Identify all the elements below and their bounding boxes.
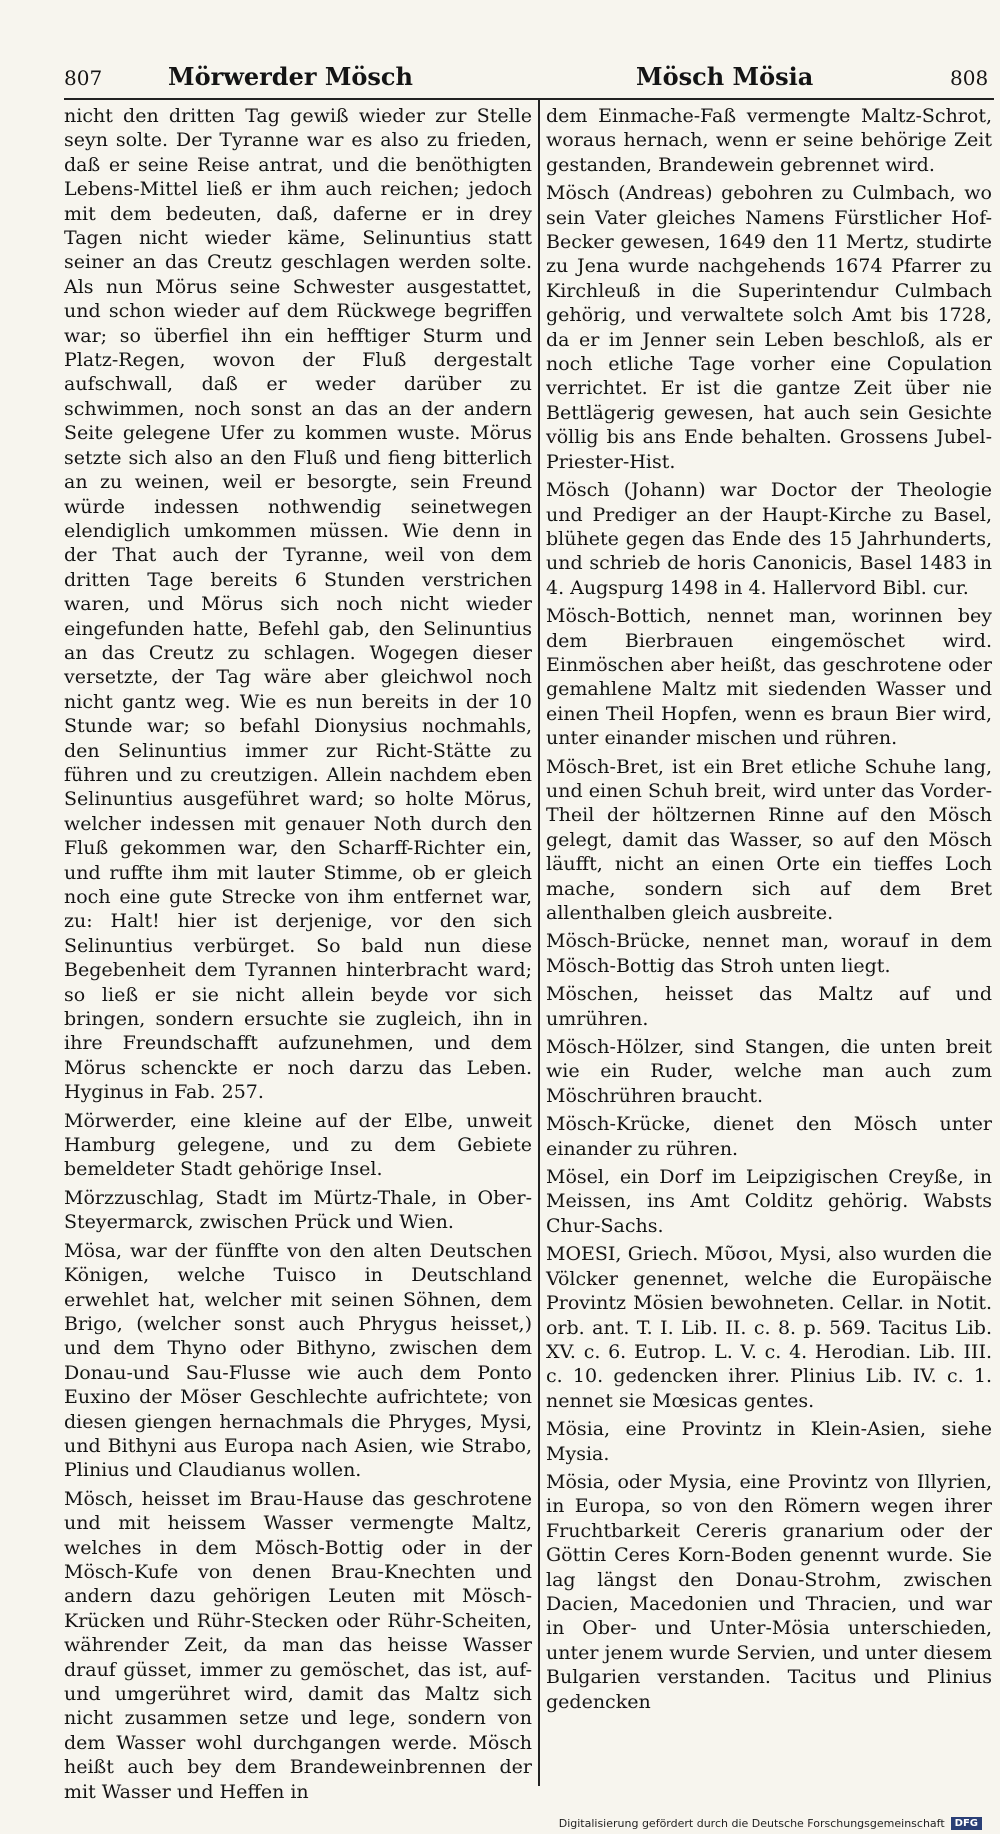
entry-moerzzuschlag: Mörzzuschlag, Stadt im Mürtz-Thale, in Ober-Steyermarck, zwischen Prück und Wien. — [64, 1186, 532, 1234]
entry-moesa: Mösa, war der fünffte von den alten Deutschen Königen, welche Tuisco in Deutschland erwehlet hat, welcher mit seinen Söhnen, dem Brigo, (welcher sonst auch Phrygus heisset,) und dem Thyno oder Bithyno, zwischen dem Donau-und Sau-Flusse wie auch dem Ponto Euxino der Möser Geschlechte aufrichtete; von diesen giengen hernachmals die Phryges, Mysi, und Bithyni aus Europa nach Asien, wie Strabo, Plinius und Claudianus wollen. — [64, 1239, 532, 1482]
right-column — [546, 104, 992, 1786]
entry-paragraph: nicht den dritten Tag gewiß wieder zur Stelle seyn solte. Der Tyranne war es also zu frieden, daß er seine Reise antrat, und die benöthigten Lebens-Mittel ließ er ihm auch reichen; jedoch mit dem bedeuten, daß, daferne er in drey Tagen nicht wieder käme, Selinuntius statt seiner an das Creutz geschlagen werden solte. Als nun Mörus seine Schwester ausgestattet, und schon wieder auf dem Rückwege begriffen war; so überfiel ihn ein hefftiger Sturm und Platz-Regen, wovon der Fluß dergestalt aufschwall, daß er weder darüber zu schwimmen, noch sonst an das an der andern Seite gelegene Ufer zu kommen wuste. Mörus setzte sich also an den Fluß und fieng bitterlich an zu weinen, weil er besorgte, sein Freund würde indessen nothwendig seinetwegen elendiglich umkommen müssen. Wie denn in der That auch der Tyranne, weil von dem dritten Tage bereits 6 Stunden verstrichen waren, und Mörus sich noch nicht wieder eingefunden hatte, Befehl gab, den Selinuntius an das Creutz zu schlagen. Wogegen dieser versetzte, der Tag wäre aber gleichwol noch nicht gantz weg. Wie es nun bereits in der 10 Stunde war; so befahl Dionysius nochmahls, den Selinuntius immer zur Richt-Stätte zu führen und zu creutzigen. Allein nachdem eben Selinuntius ausgeführet ward; so holte Mörus, welcher indessen mit genauer Noth durch den Fluß gekommen war, den Scharff-Richter ein, und ruffte ihm mit lauter Stimme, ob er gleich noch eine gute Strecke von ihm entfernet war, zu: Halt! hier ist derjenige, vor den sich Selinuntius verbürget. So bald nun diese Begebenheit dem Tyrannen hinterbracht ward; so ließ er sie nicht allein beyde vor sich bringen, sondern ersuchte sie zugleich, ihn in ihre Freundschafft aufzunehmen, und dem Mörus schenckte er noch darzu das Leben. Hyginus in Fab. 257. — [64, 105, 532, 1104]
entry-moesia-asia: Mösia, eine Provintz in Klein-Asien, siehe Mysia. — [546, 1418, 992, 1465]
running-head-right: Mösch Mösia — [636, 62, 814, 91]
entry-moesi: MOESI, Griech. Μῦσοι, Mysi, also wurden die Völcker genennet, welche die Europäische Provintz Mösien bewohneten. Cellar. in Notit. orb. ant. T. I. Lib. II. c. 8. p. 569. Tacitus Lib. XV. c. 6. Eutrop. L. V. c. 4. Herodian. Lib. III. c. 10. gedencken ihrer. Plinius Lib. IV. c. 1. nennet sie Mœsicas gentes. — [546, 1243, 992, 1412]
entry-moesch-andreas: Mösch (Andreas) gebohren zu Culmbach, wo sein Vater gleiches Namens Fürstlicher Hof-Becker gewesen, 1649 den 11 Mertz, studirte zu Jena wurde nachgehends 1674 Pfarrer zu Kirchleuß in die Superintendur Culmbach gehörig, und verwaltete solch Amt bis 1728, da er im Jenner sein Leben beschloß, als er noch etliche Tage vorher eine Copulation verrichtet. Er ist die gantze Zeit über nie Bettlägerig gewesen, hat auch sein Gesichte völlig bis ans Ende behalten. Grossens Jubel-Priester-Hist. — [546, 182, 992, 473]
column-divider — [538, 98, 540, 1786]
entry-moesia-europa: Mösia, oder Mysia, eine Provintz von Illyrien, in Europa, so von den Römern wegen ihrer Fruchtbarkeit Cereris granarium oder der Göttin Ceres Korn-Boden genennt wurde. Sie lag längst den Donau-Strohm, zwischen Dacien, Macedonien und Thracien, und war in Ober- und Unter-Mösia unterschieden, unter jenem wurde Servien, und unter diesem Bulgarien verstanden. Tacitus und Plinius gedencken — [546, 1470, 992, 1713]
entry-moesch-bret: Mösch-Bret, ist ein Bret etliche Schuhe lang, und einen Schuh breit, wird unter das Vorder-Theil der höltzernen Rinne auf den Mösch gelegt, damit das Wasser, so auf den Mösch läufft, nicht an einen Orte ein tieffes Loch mache, sondern sich auf dem Bret allenthalben gleich ausbreite. — [546, 755, 992, 924]
entry-moesel: Mösel, ein Dorf im Leipzigischen Creyße, in Meissen, ins Amt Colditz gehörig. Wabsts Chur-Sachs. — [546, 1166, 992, 1237]
entry-moerwerder: Mörwerder, eine kleine auf der Elbe, unweit Hamburg gelegene, und zu dem Gebiete bemeldeter Stadt gehörige Insel. — [64, 1109, 532, 1181]
entry-moesch: Mösch, heisset im Brau-Hause das geschrotene und mit heissem Wasser vermengte Maltz, welches in dem Mösch-Bottig oder in der Mösch-Kufe von denen Brau-Knechten und andern dazu gehörigen Leuten mit Mösch-Krücken und Rühr-Stecken oder Rühr-Scheiten, währender Zeit, da man das heisse Wasser drauf güsset, immer zu gemöschet, das ist, auf- und umgerühret wird, damit das Maltz sich nicht zusammen setze und lege, sondern von dem Wasser wohl durchgangen werde. Mösch heißt auch bey dem Brandeweinbrennen der mit Wasser und Heffen in — [64, 1487, 532, 1803]
entry-moeschen: Möschen, heisset das Maltz auf und umrühren. — [546, 983, 992, 1030]
left-column — [64, 104, 532, 1803]
dfg-logo: DFG — [951, 1817, 982, 1830]
page-number-right: 808 — [950, 66, 989, 90]
entry-moesch-kruecke: Mösch-Krücke, dienet den Mösch unter einander zu rühren. — [546, 1113, 992, 1160]
entry-moesch-bruecke: Mösch-Brücke, nennet man, worauf in dem Mösch-Bottig das Stroh unten liegt. — [546, 930, 992, 977]
entry-moesch-hoelzer: Mösch-Hölzer, sind Stangen, die unten breit wie ein Ruder, welche man auch zum Möschrühren braucht. — [546, 1036, 992, 1107]
page-number-left: 807 — [64, 66, 103, 90]
entry-continuation: dem Einmache-Faß vermengte Maltz-Schrot, woraus hernach, wenn er seine behörige Zeit gestanden, Brandewein gebrennet wird. — [546, 105, 992, 176]
footer-text: Digitalisierung gefördert durch die Deutsche Forschungsgemeinschaft — [558, 1817, 945, 1830]
entry-moesch-bottich: Mösch-Bottich, nennet man, worinnen bey dem Bierbrauen eingemöschet wird. Einmöschen aber heißt, das geschrotene oder gemahlene Maltz mit siedenden Wasser und einen Theil Hopfen, wenn es braun Bier wird, unter einander mischen und rühren. — [546, 605, 992, 750]
running-head-left: Mörwerder Mösch — [168, 62, 413, 91]
entry-moesch-johann: Mösch (Johann) war Doctor der Theologie und Prediger an der Haupt-Kirche zu Basel, blühete gegen das Ende des 15 Jahrhunderts, und schrieb de horis Canonicis, Basel 1483 in 4. Augspurg 1498 in 4. Hallervord Bibl. cur. — [546, 479, 992, 599]
digitization-footer — [559, 1817, 982, 1830]
header-rule — [64, 98, 994, 100]
